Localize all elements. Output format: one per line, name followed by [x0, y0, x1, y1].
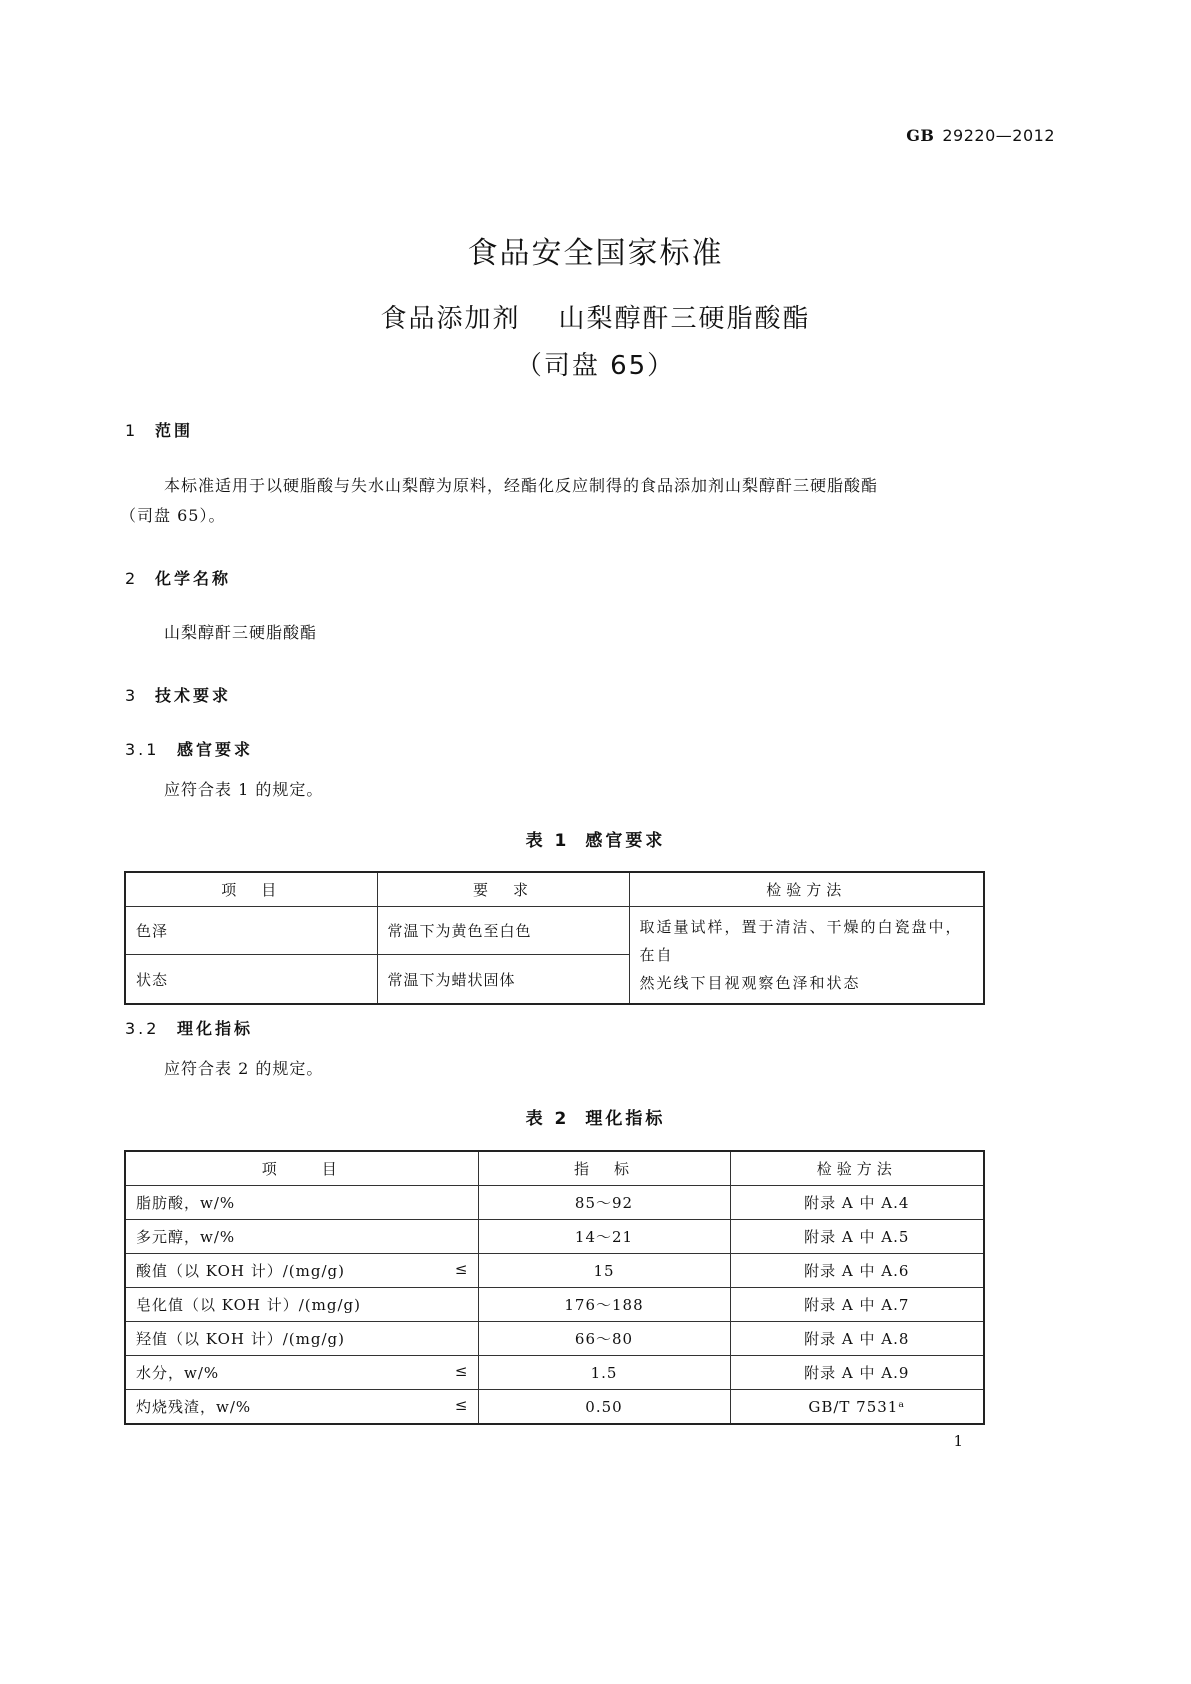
table-row — [125, 1220, 984, 1254]
table-2-item-label: 水分，w/% — [136, 1364, 220, 1382]
section-3-1-body: 应符合表 1 的规定。 — [164, 780, 324, 799]
table-1-header-row — [125, 872, 984, 907]
section-2-title: 化学名称 — [155, 569, 232, 588]
standard-code: 29220—2012 — [942, 126, 1055, 145]
table-2-method: 附录 A 中 A.7 — [730, 1288, 984, 1322]
table-2-caption — [0, 1104, 1191, 1129]
sub-title-left: 食品添加剂 — [380, 304, 521, 334]
table-2-method: 附录 A 中 A.8 — [730, 1322, 984, 1356]
section-2-number: 2 — [125, 569, 139, 588]
table-2-cmp: ≤ — [454, 1260, 468, 1278]
section-3-2-body: 应符合表 2 的规定。 — [164, 1059, 324, 1078]
section-1-number: 1 — [125, 421, 139, 440]
table-2-item-label: 酸值（以 KOH 计）/(mg/g) — [136, 1262, 345, 1280]
table-1-requirement: 常温下为黄色至白色 — [377, 907, 629, 955]
standard-prefix: GB — [906, 126, 935, 145]
table-2-cmp: ≤ — [454, 1396, 468, 1414]
table-1-item: 色泽 — [125, 907, 377, 955]
table-2-header-item: 项 目 — [125, 1151, 478, 1186]
table-2-item-label: 羟值（以 KOH 计）/(mg/g) — [136, 1330, 345, 1348]
section-3-number: 3 — [125, 686, 139, 705]
sub-title — [0, 298, 1191, 335]
table-2-method: 附录 A 中 A.6 — [730, 1254, 984, 1288]
table-2-item — [125, 1356, 478, 1390]
table-2-item-label: 脂肪酸，w/% — [136, 1194, 236, 1212]
page-number: 1 — [953, 1432, 963, 1450]
table-2-item — [125, 1322, 478, 1356]
table-row — [125, 1356, 984, 1390]
section-3-heading — [125, 683, 231, 706]
section-1-body-line1: 本标准适用于以硬脂酸与失水山梨醇为原料，经酯化反应制得的食品添加剂山梨醇酐三硬脂酸酯 — [164, 476, 879, 495]
table-row — [125, 1254, 984, 1288]
table-2-method: 附录 A 中 A.4 — [730, 1186, 984, 1220]
table-2-value: 66～80 — [478, 1322, 730, 1356]
table-2-value: 1.5 — [478, 1356, 730, 1390]
table-2-item — [125, 1220, 478, 1254]
table-2-method: 附录 A 中 A.5 — [730, 1220, 984, 1254]
table-2-header-row — [125, 1151, 984, 1186]
section-3-title: 技术要求 — [155, 686, 232, 705]
section-2-heading — [125, 566, 231, 589]
table-2-header-value: 指 标 — [478, 1151, 730, 1186]
table-1-item: 状态 — [125, 955, 377, 1004]
table-1-method — [629, 907, 984, 1005]
table-2-item — [125, 1254, 478, 1288]
table-1 — [124, 871, 985, 1005]
table-1-header-requirement: 要 求 — [377, 872, 629, 907]
section-3-2-number: 3.2 — [125, 1019, 160, 1038]
section-1-body-line2: （司盘 65）。 — [120, 506, 226, 525]
table-2-method: GB/T 7531ᵃ — [730, 1390, 984, 1425]
section-3-1-title: 感官要求 — [177, 740, 254, 759]
main-title: 食品安全国家标准 — [467, 236, 724, 271]
sub-title-right: 山梨醇酐三硬脂酸酯 — [558, 304, 811, 334]
table-row — [125, 907, 984, 955]
table-row — [125, 1186, 984, 1220]
table-2-item — [125, 1186, 478, 1220]
table-row — [125, 1322, 984, 1356]
table-2-method: 附录 A 中 A.9 — [730, 1356, 984, 1390]
table-2-value: 0.50 — [478, 1390, 730, 1425]
table-2-item — [125, 1288, 478, 1322]
standard-number — [906, 126, 1055, 145]
section-3-2-heading — [125, 1016, 253, 1039]
table-1-method-line1: 取适量试样，置于清洁、干燥的白瓷盘中，在自 — [639, 918, 963, 964]
sub-title-line2: （司盘 65） — [515, 351, 676, 381]
section-3-2-title: 理化指标 — [177, 1019, 254, 1038]
table-2-value: 85～92 — [478, 1186, 730, 1220]
table-2-value: 176～188 — [478, 1288, 730, 1322]
table-1-header-method: 检验方法 — [629, 872, 984, 907]
table-2-item — [125, 1390, 478, 1425]
section-2-body: 山梨醇酐三硬脂酸酯 — [164, 623, 318, 642]
section-3-1-heading — [125, 737, 253, 760]
table-2 — [124, 1150, 985, 1425]
table-2-item-label: 灼烧残渣，w/% — [136, 1398, 252, 1416]
section-1-heading — [125, 418, 193, 441]
table-row — [125, 1390, 984, 1425]
table-1-header-item: 项 目 — [125, 872, 377, 907]
table-2-value: 15 — [478, 1254, 730, 1288]
table-2-item-label: 皂化值（以 KOH 计）/(mg/g) — [136, 1296, 361, 1314]
table-1-caption-number: 表 1 — [525, 831, 570, 851]
table-2-caption-title: 理化指标 — [585, 1109, 666, 1129]
table-1-method-line2: 然光线下目视观察色泽和状态 — [639, 974, 861, 992]
table-1-caption-title: 感官要求 — [585, 831, 666, 851]
table-2-value: 14～21 — [478, 1220, 730, 1254]
table-2-item-label: 多元醇，w/% — [136, 1228, 236, 1246]
table-1-caption — [0, 826, 1191, 851]
section-1-title: 范围 — [155, 421, 194, 440]
table-1-requirement: 常温下为蜡状固体 — [377, 955, 629, 1004]
table-2-caption-number: 表 2 — [525, 1109, 570, 1129]
section-3-1-number: 3.1 — [125, 740, 160, 759]
table-row — [125, 1288, 984, 1322]
table-2-header-method: 检验方法 — [730, 1151, 984, 1186]
table-2-cmp: ≤ — [454, 1362, 468, 1380]
